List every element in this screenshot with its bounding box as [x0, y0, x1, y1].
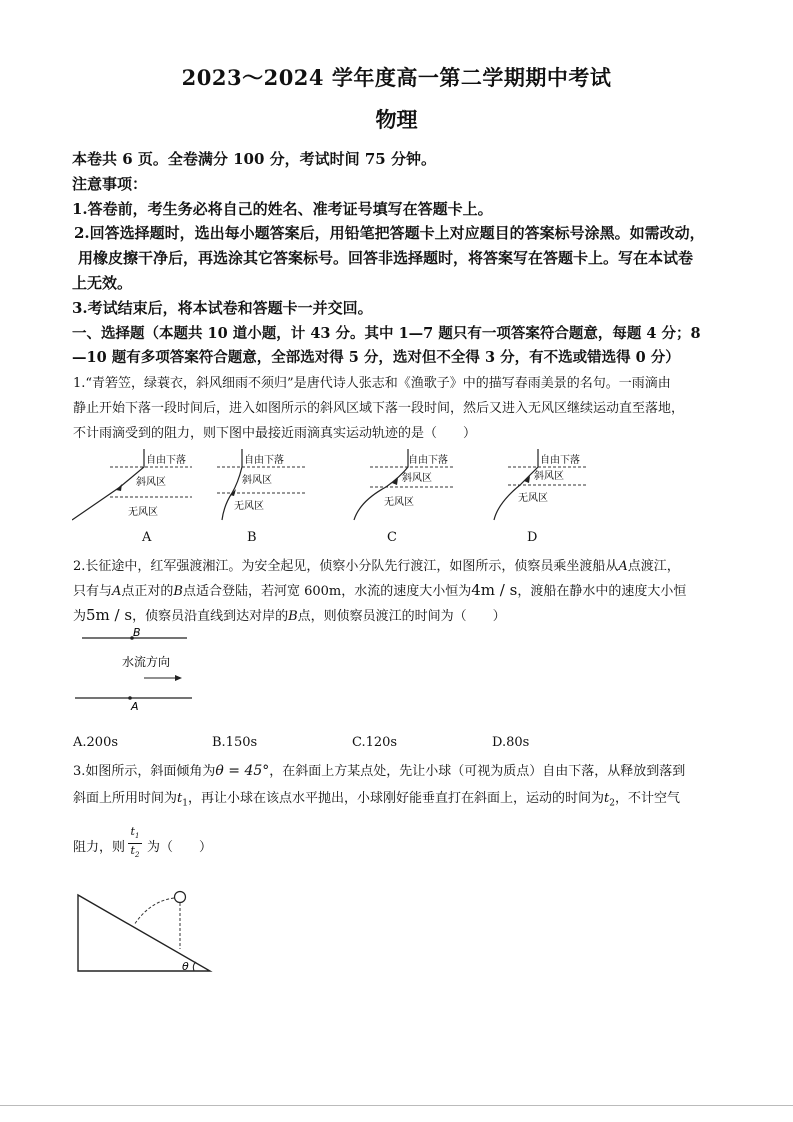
point-b-label: B	[133, 626, 141, 639]
q2-river-diagram	[72, 626, 197, 716]
notice-heading: 注意事项：	[72, 175, 148, 193]
zone-free-label: 自由下落	[540, 455, 580, 466]
subject-title: 物理	[375, 107, 418, 132]
section-1-line-1: 一、选择题（本题共 10 道小题，计 43 分。其中 1—7 题只有一项答案符合题意，每题 4 分；8	[72, 325, 701, 342]
zone-wind-label: 斜风区	[242, 475, 272, 486]
q1-figure-c	[350, 445, 460, 525]
section-1-line-2: —10 题有多项答案符合题意，全部选对得 5 分，选对但不全得 3 分，有不选或错选得 0 分）	[72, 349, 680, 366]
q1-figure-d	[488, 445, 593, 525]
zone-free-label: 自由下落	[244, 455, 284, 466]
ball-icon	[175, 892, 186, 903]
notice-item-1: 1.答卷前，考生务必将自己的姓名、准考证号填写在答题卡上。	[72, 200, 493, 218]
exam-intro: 本卷共 6 页。全卷满分 100 分，考试时间 75 分钟。	[72, 150, 436, 168]
q1-option-b: B	[247, 530, 257, 545]
q2-option-d: D.80s	[492, 735, 530, 750]
notice-item-2-line-1: 2.回答选择题时，选出每小题答案后，用铅笔把答题卡上对应题目的答案标号涂黑。如需改动，	[74, 224, 705, 242]
q2-line-2: 只有与A点正对的B点适合登陆，若河宽 600m，水流的速度大小恒为4m / s，渡船在静水中的速度大小恒	[73, 581, 687, 599]
zone-free-label: 自由下落	[146, 455, 186, 466]
q3-line-3: 阻力，则	[73, 840, 126, 855]
q2-option-c: C.120s	[352, 735, 398, 750]
page-bottom-rule	[0, 1105, 793, 1106]
q1-figure-a	[72, 445, 197, 525]
point-a-label: A	[131, 700, 139, 713]
q2-option-a: A.200s	[73, 735, 119, 750]
theta-label: θ	[182, 960, 189, 973]
flow-direction-label: 水流方向	[122, 655, 171, 669]
water-speed: 4m / s	[471, 581, 518, 599]
q1-line-2: 静止开始下落一段时间后，进入如图所示的斜风区域下落一段时间，然后又进入无风区继续运动直至落地，	[73, 401, 685, 416]
projectile-path	[134, 898, 174, 925]
boat-speed: 5m / s	[86, 606, 133, 624]
zone-calm-label: 无风区	[234, 501, 264, 512]
q1-option-d: D	[527, 530, 538, 545]
point-a: A	[618, 559, 628, 574]
q3-line-2: 斜面上所用时间为$t_1$，再让小球在该点水平抛出，小球刚好能垂直打在斜面上，运动的时间为$t_2$，不计空气	[73, 791, 680, 809]
notice-item-2-line-2: 用橡皮擦干净后，再选涂其它答案标号。回答非选择题时，将答案写在答题卡上。写在本试卷	[78, 249, 694, 267]
time-t2: t	[604, 791, 610, 806]
zone-wind-label: 斜风区	[402, 473, 432, 484]
incline-angle: θ = 45°	[215, 763, 270, 779]
zone-free-label: 自由下落	[408, 455, 448, 466]
q2-option-b: B.150s	[212, 735, 258, 750]
zone-wind-label: 斜风区	[136, 477, 166, 488]
q1-line-3: 不计雨滴受到的阻力，则下图中最接近雨滴真实运动轨迹的是（ ）	[73, 426, 477, 441]
exam-title: 2023～2024 学年度高一第二学期期中考试	[181, 65, 612, 90]
q3-line-1: 3.如图所示，斜面倾角为θ = 45°，在斜面上方某点处，先让小球（可视为质点）自由下落，从释放到落到	[73, 763, 686, 779]
q1-line-1: 1.“青箬笠，绿蓑衣，斜风细雨不须归”是唐代诗人张志和《渔歌子》中的描写春雨美景的名句。一雨滴由	[73, 376, 671, 391]
zone-calm-label: 无风区	[384, 497, 414, 508]
incline-triangle	[78, 895, 210, 971]
notice-item-3: 3.考试结束后，将本试卷和答题卡一并交回。	[72, 299, 373, 317]
q2-line-1: 2.长征途中，红军强渡湘江。为安全起见，侦察小分队先行渡江，如图所示，侦察员乘坐渡船从A点渡江，	[73, 559, 680, 574]
q1-option-c: C	[387, 530, 397, 545]
point-b: B	[173, 584, 183, 599]
time-t1: t	[177, 791, 183, 806]
q1-figure-b	[212, 445, 312, 525]
notice-item-2-line-3: 上无效。	[72, 274, 133, 292]
q2-line-3: 为5m / s，侦察员沿直线到达对岸的B点，则侦察员渡江的时间为（ ）	[73, 606, 506, 624]
q1-option-a: A	[142, 530, 152, 545]
zone-calm-label: 无风区	[128, 507, 158, 518]
fraction-t1-over-t2: $t_1$ $t_2$	[128, 825, 142, 862]
q3-incline-diagram	[72, 885, 217, 980]
zone-wind-label: 斜风区	[534, 471, 564, 482]
zone-calm-label: 无风区	[518, 493, 548, 504]
q3-line-3-end: 为（ ）	[147, 840, 213, 855]
